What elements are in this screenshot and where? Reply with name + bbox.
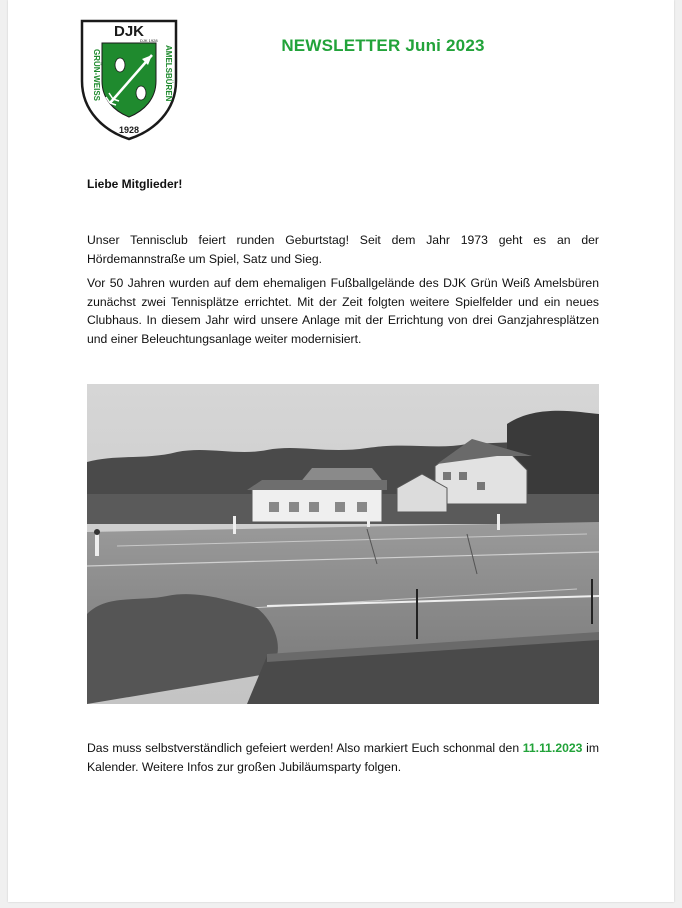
logo-top-text: DJK: [113, 23, 145, 40]
celebration-text-end: im Kalender. Weitere Infos zur großen Jubiläumsparty folgen.: [87, 741, 599, 774]
logo-left-text: GRÜN-WEISS: [92, 49, 101, 101]
paragraph-celebration: [87, 739, 599, 776]
club-logo: [78, 19, 180, 141]
greeting: Liebe Mitglieder!: [87, 177, 183, 191]
newsletter-page: [8, 0, 674, 902]
logo-small-text: DJK 1928: [140, 38, 158, 43]
paragraph-intro: Unser Tennisclub feiert runden Geburtstag! Seit dem Jahr 1973 geht es an der Hördemannstraße um Spiel, Satz und Sieg.: [87, 233, 599, 266]
celebration-text-start: Das muss selbstverständlich gefeiert werden! Also markiert Euch schonmal den: [87, 741, 523, 755]
newsletter-title: NEWSLETTER Juni 2023: [281, 36, 485, 55]
historic-tennis-photo: [87, 384, 599, 704]
logo-right-text: AMELSBÜREN: [164, 45, 173, 102]
celebration-date: 11.11.2023: [522, 741, 583, 755]
paragraph-history: Vor 50 Jahren wurden auf dem ehemaligen Fußballgelände des DJK Grün Weiß Amelsbüren zunächst zwei Tennisplätze errichtet. Mit der Zeit folgten weitere Spielfelder und ein neues Clubhaus. In diesem Jahr wird unsere Anlage mit der Errichtung von drei Ganzjahresplätzen und einer Beleuchtungsanlage weiter modernisiert.: [87, 276, 599, 346]
logo-bottom-text: 1928: [118, 125, 140, 135]
